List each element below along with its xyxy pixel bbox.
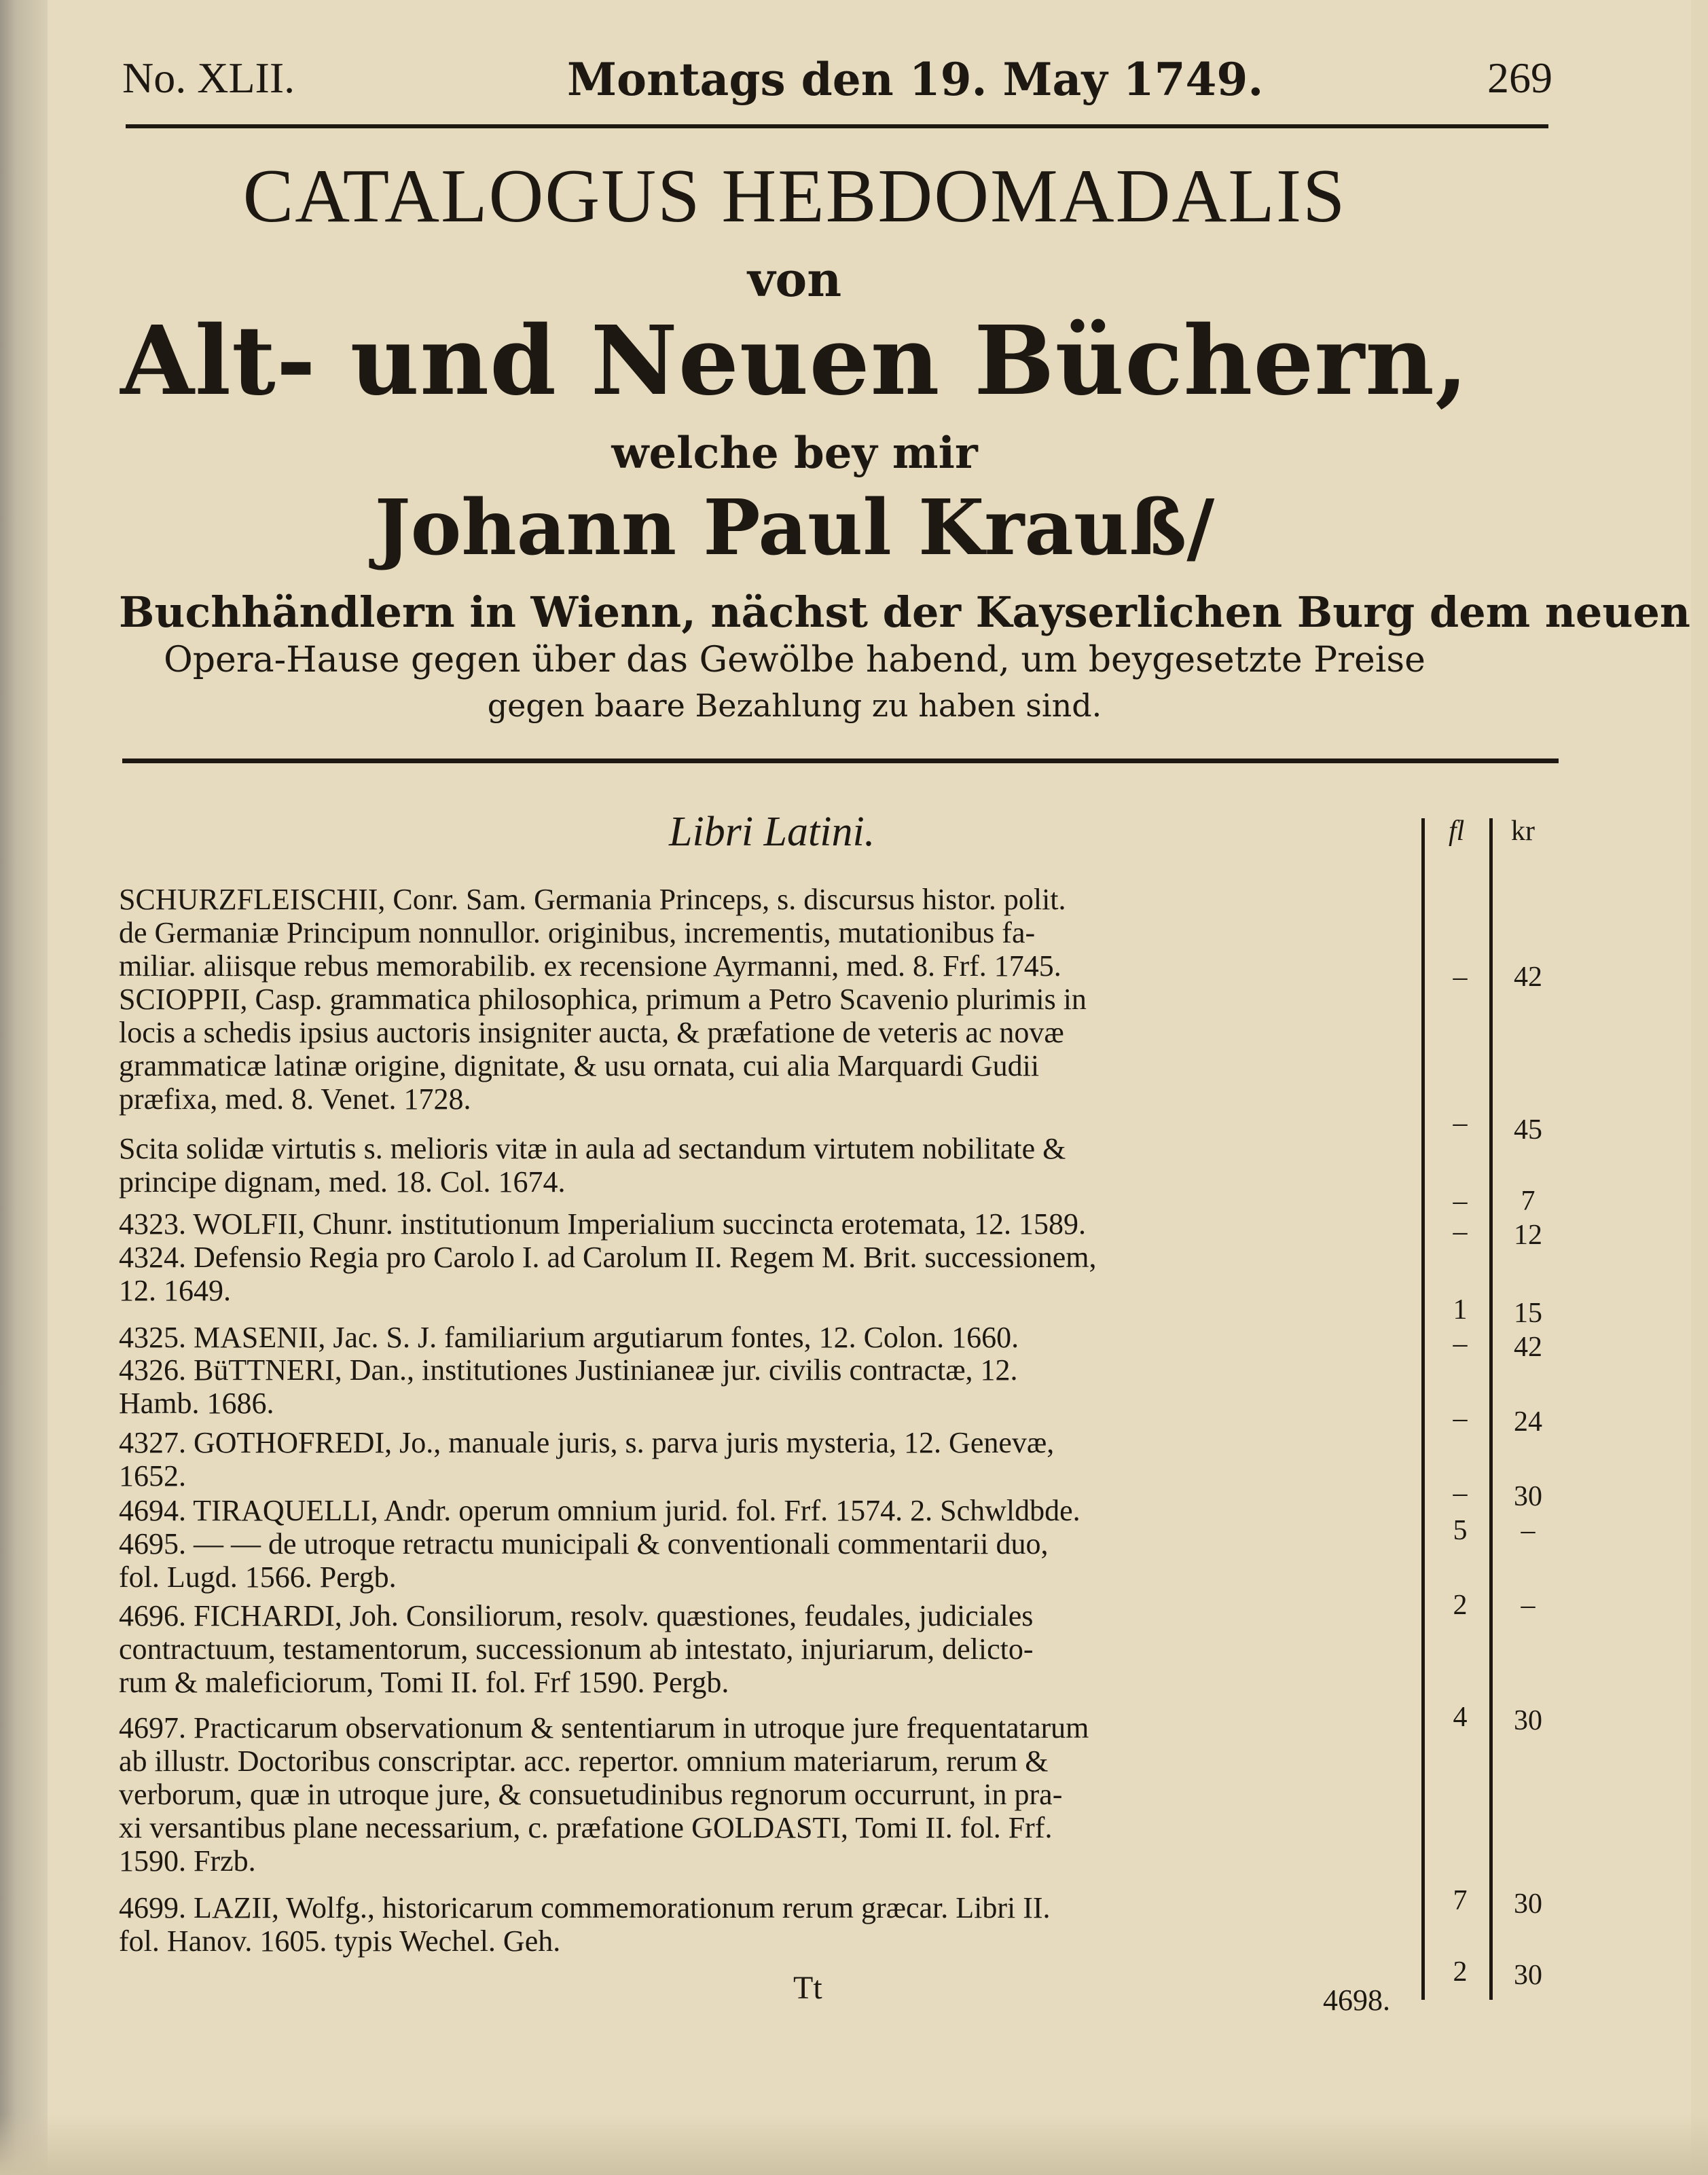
list-item: [119, 1132, 1423, 1199]
entry-line: 1590. Frzb.: [119, 1844, 256, 1878]
price-fl: 5: [1453, 1515, 1468, 1546]
signature-mark: Tt: [793, 1970, 822, 2006]
title-von: von: [747, 251, 842, 308]
price-kr: 30: [1514, 1481, 1542, 1512]
title-books: Alt- und Neuen Büchern,: [120, 306, 1469, 417]
list-item: [119, 1527, 1423, 1594]
entry-line: præfixa, med. 8. Venet. 1728.: [119, 1082, 471, 1116]
price-fl: –: [1453, 1403, 1468, 1434]
price-fl: –: [1453, 1328, 1468, 1359]
entry-line: xi versantibus plane necessarium, c. præfatione GOLDASTI, Tomi II. fol. Frf.: [119, 1811, 1053, 1844]
price-fl: 7: [1453, 1885, 1468, 1916]
list-item: [119, 983, 1423, 1116]
list-item: [119, 1241, 1423, 1307]
price-kr: 30: [1514, 1888, 1542, 1920]
entry-line: SCIOPPII, Casp. grammatica philosophica, primum a Petro Scavenio plurimis in: [119, 983, 1087, 1016]
price-fl: –: [1453, 1216, 1468, 1247]
entry-line: 4695. — — de utroque retractu municipali & conventionali commentarii duo,: [119, 1527, 1049, 1560]
entry-line: 4323. WOLFII, Chunr. institutionum Imperialium succincta erotemata, 12. 1589.: [119, 1207, 1087, 1241]
catalogue-title: CATALOGUS HEBDOMADALIS: [242, 154, 1347, 238]
entry-line: miliar. aliisque rebus memorabilib. ex recensione Ayrmanni, med. 8. Frf. 1745.: [119, 949, 1061, 983]
entry-line: 4697. Practicarum observationum & sententiarum in utroque jure frequentatarum: [119, 1711, 1089, 1744]
entry-line: contractuum, testamentorum, successionum ab intestato, injuriarum, delicto-: [119, 1632, 1034, 1666]
entry-line: 4327. GOTHOFREDI, Jo., manuale juris, s. parva juris mysteria, 12. Genevæ,: [119, 1426, 1055, 1459]
entry-line: 4699. LAZII, Wolfg., historicarum commemorationum rerum græcar. Libri II.: [119, 1891, 1051, 1924]
list-item: [119, 1599, 1423, 1699]
price-kr: 45: [1514, 1114, 1542, 1146]
price-kr: 24: [1514, 1406, 1542, 1438]
entry-line: Hamb. 1686.: [119, 1387, 274, 1420]
section-heading: Libri Latini.: [669, 809, 875, 855]
price-kr: 30: [1514, 1705, 1542, 1736]
entry-line: locis a schedis ipsius auctoris insigniter aucta, & præfatione de veteris ac novæ: [119, 1016, 1064, 1049]
list-item: [119, 1321, 1423, 1354]
entry-line: de Germaniæ Principum nonnullor. originibus, incrementis, mutationibus fa-: [119, 916, 1036, 949]
price-kr: 42: [1514, 962, 1542, 993]
price-kr: –: [1521, 1515, 1536, 1546]
entry-line: 4696. FICHARDI, Joh. Consiliorum, resolv. quæstiones, feudales, judiciales: [119, 1599, 1034, 1632]
price-kr: 7: [1521, 1186, 1536, 1217]
title-welche: welche bey mir: [611, 428, 978, 479]
entry-line: 4326. BüTTNERI, Dan., institutiones Justinianeæ jur. civilis contractæ, 12.: [119, 1353, 1018, 1387]
entry-line: verborum, quæ in utroque jure, & consuetudinibus regnorum occurrunt, in pra-: [119, 1778, 1063, 1811]
price-kr: 42: [1514, 1332, 1542, 1363]
entry-line: ab illustr. Doctoribus conscriptar. acc. repertor. omnium materiarum, rerum &: [119, 1744, 1049, 1778]
price-fl: 4: [1453, 1702, 1468, 1733]
price-kr: 12: [1514, 1220, 1542, 1251]
entry-line: 4694. TIRAQUELLI, Andr. operum omnium jurid. fol. Frf. 1574. 2. Schwldbde.: [119, 1494, 1080, 1527]
bookseller-address-line2: Opera-Hause gegen über das Gewölbe habend, um beygesetzte Preise: [164, 640, 1425, 680]
column-header-fl: fl: [1449, 816, 1465, 847]
bookseller-name: Johann Paul Krauß/: [374, 483, 1215, 572]
price-kr: –: [1521, 1590, 1536, 1621]
price-fl: 2: [1453, 1590, 1468, 1621]
price-fl: 2: [1453, 1956, 1468, 1988]
price-fl: –: [1453, 1478, 1468, 1509]
entry-line: principe dignam, med. 18. Col. 1674.: [119, 1165, 566, 1199]
entry-line: SCHURZFLEISCHII, Conr. Sam. Germania Princeps, s. discursus histor. polit.: [119, 883, 1066, 916]
price-fl: 1: [1453, 1294, 1468, 1326]
entry-line: 12. 1649.: [119, 1274, 231, 1307]
issue-number: No. XLII.: [122, 54, 295, 102]
column-header-kr: kr: [1511, 816, 1535, 847]
list-item: [119, 1353, 1423, 1420]
price-column-rule-right: [1489, 818, 1493, 2000]
entry-line: 4325. MASENII, Jac. S. J. familiarium argutiarum fontes, 12. Colon. 1660.: [119, 1321, 1019, 1354]
price-kr: 30: [1514, 1960, 1542, 1991]
header-rule: [126, 124, 1548, 128]
entry-line: Scita solidæ virtutis s. melioris vitæ in aula ad sectandum virtutem nobilitate &: [119, 1132, 1066, 1165]
list-item: [119, 1207, 1423, 1241]
catchword: 4698.: [1323, 1984, 1390, 2017]
list-item: [119, 883, 1423, 983]
title-rule: [122, 758, 1559, 763]
list-item: [119, 1711, 1423, 1878]
list-item: [119, 1426, 1423, 1493]
price-fl: –: [1453, 1186, 1468, 1217]
entry-line: grammaticæ latinæ origine, dignitate, & usu ornata, cui alia Marquardi Gudii: [119, 1049, 1040, 1082]
entry-line: fol. Lugd. 1566. Pergb.: [119, 1560, 397, 1594]
price-fl: –: [1453, 962, 1468, 993]
entry-line: 4324. Defensio Regia pro Carolo I. ad Carolum II. Regem M. Brit. successionem,: [119, 1241, 1097, 1274]
entry-line: fol. Hanov. 1605. typis Wechel. Geh.: [119, 1924, 561, 1958]
issue-date: Montags den 19. May 1749.: [567, 53, 1264, 106]
entry-line: rum & maleficiorum, Tomi II. fol. Frf 1590. Pergb.: [119, 1666, 729, 1699]
price-fl: –: [1453, 1108, 1468, 1139]
list-item: [119, 1494, 1423, 1527]
page-bottom-shadow: [0, 2114, 1708, 2175]
page-binding-edge: [0, 0, 48, 2175]
page-number: 269: [1487, 54, 1552, 102]
price-kr: 15: [1514, 1298, 1542, 1329]
bookseller-address-line1: Buchhändlern in Wienn, nächst der Kayserlichen Burg dem neuen: [119, 587, 1690, 637]
entry-line: 1652.: [119, 1459, 186, 1493]
list-item: [119, 1891, 1423, 1958]
bookseller-address-line3: gegen baare Bezahlung zu haben sind.: [487, 687, 1102, 724]
